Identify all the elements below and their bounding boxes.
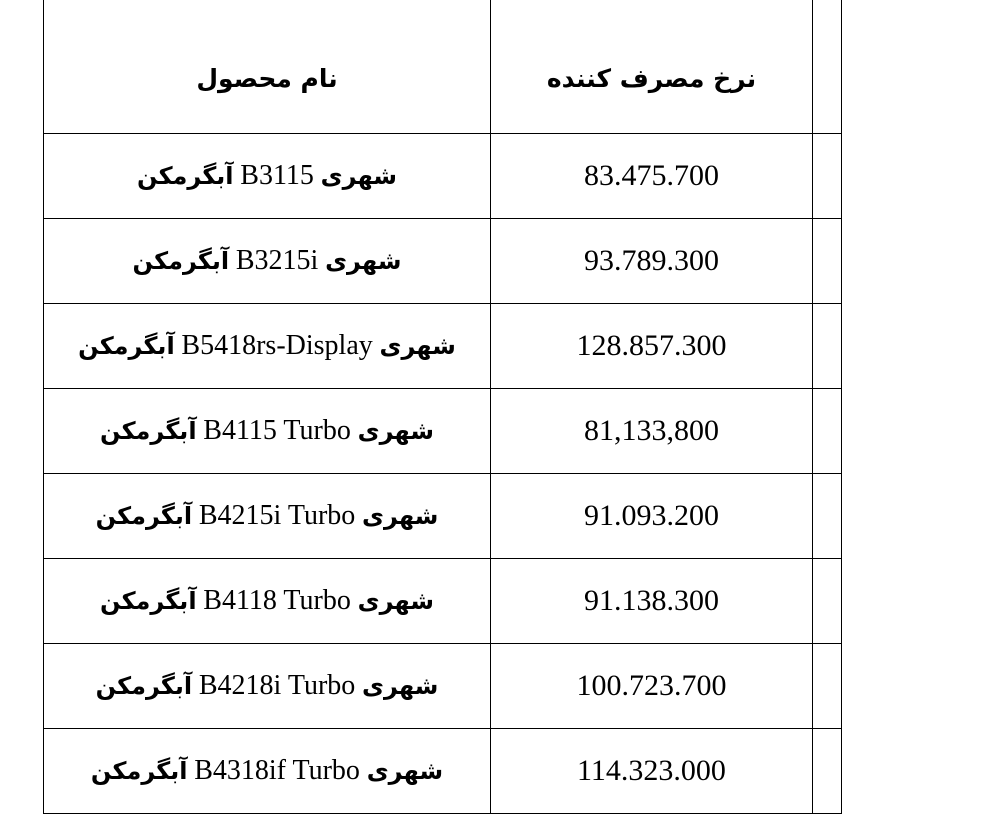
product-name-cell bbox=[44, 219, 491, 304]
table-row bbox=[44, 729, 842, 814]
price-cell: 83.475.700 bbox=[491, 134, 813, 219]
product-name-cell bbox=[44, 559, 491, 644]
product-name-header bbox=[44, 0, 491, 134]
brand-text: شهری bbox=[357, 587, 434, 615]
product-name-cell bbox=[44, 729, 491, 814]
empty-cell bbox=[813, 644, 842, 729]
price-cell: 91.093.200 bbox=[491, 474, 813, 559]
empty-cell bbox=[813, 389, 842, 474]
table-row bbox=[44, 219, 842, 304]
price-cell: 114.323.000 bbox=[491, 729, 813, 814]
table-row bbox=[44, 134, 842, 219]
product-name-cell bbox=[44, 474, 491, 559]
model-text: B5418rs-Display bbox=[181, 330, 373, 361]
empty-cell bbox=[813, 219, 842, 304]
product-name-cell bbox=[44, 134, 491, 219]
consumer-price-header bbox=[491, 0, 813, 134]
price-cell: 100.723.700 bbox=[491, 644, 813, 729]
consumer-price-header-label: نرخ مصرف کننده bbox=[546, 63, 757, 93]
price-cell: 91.138.300 bbox=[491, 559, 813, 644]
price-cell: 81,133,800 bbox=[491, 389, 813, 474]
brand-text: شهری bbox=[320, 162, 398, 190]
empty-cell bbox=[813, 304, 842, 389]
empty-column-header bbox=[813, 0, 842, 134]
brand-text: شهری bbox=[362, 502, 439, 530]
model-text: B4218i Turbo bbox=[198, 670, 356, 701]
category-text: آبگرمکن bbox=[95, 672, 193, 700]
product-name-cell bbox=[44, 644, 491, 729]
category-text: آبگرمکن bbox=[136, 162, 234, 190]
price-cell: 93.789.300 bbox=[491, 219, 813, 304]
table-row bbox=[44, 644, 842, 729]
price-table bbox=[43, 0, 842, 814]
empty-cell bbox=[813, 559, 842, 644]
product-name-cell bbox=[44, 304, 491, 389]
category-text: آبگرمکن bbox=[100, 587, 197, 615]
table-header-row bbox=[44, 0, 842, 134]
category-text: آبگرمکن bbox=[95, 502, 193, 530]
empty-cell bbox=[813, 729, 842, 814]
table-row bbox=[44, 559, 842, 644]
price-cell: 128.857.300 bbox=[491, 304, 813, 389]
model-text: B3115 bbox=[240, 160, 314, 191]
table-row bbox=[44, 389, 842, 474]
model-text: B4118 Turbo bbox=[203, 585, 351, 616]
category-text: آبگرمکن bbox=[78, 332, 175, 360]
brand-text: شهری bbox=[357, 417, 434, 445]
category-text: آبگرمکن bbox=[100, 417, 197, 445]
product-name-cell bbox=[44, 389, 491, 474]
empty-cell bbox=[813, 134, 842, 219]
category-text: آبگرمکن bbox=[90, 757, 188, 785]
model-text: B4115 Turbo bbox=[203, 415, 351, 446]
table-row bbox=[44, 474, 842, 559]
table-row bbox=[44, 304, 842, 389]
empty-cell bbox=[813, 474, 842, 559]
category-text: آبگرمکن bbox=[132, 247, 230, 275]
brand-text: شهری bbox=[366, 757, 444, 785]
brand-text: شهری bbox=[325, 247, 402, 275]
model-text: B4318if Turbo bbox=[194, 755, 360, 786]
brand-text: شهری bbox=[362, 672, 439, 700]
brand-text: شهری bbox=[379, 332, 456, 360]
model-text: B3215i bbox=[235, 245, 319, 276]
product-name-header-label: نام محصول bbox=[196, 63, 338, 93]
model-text: B4215i Turbo bbox=[198, 500, 356, 531]
